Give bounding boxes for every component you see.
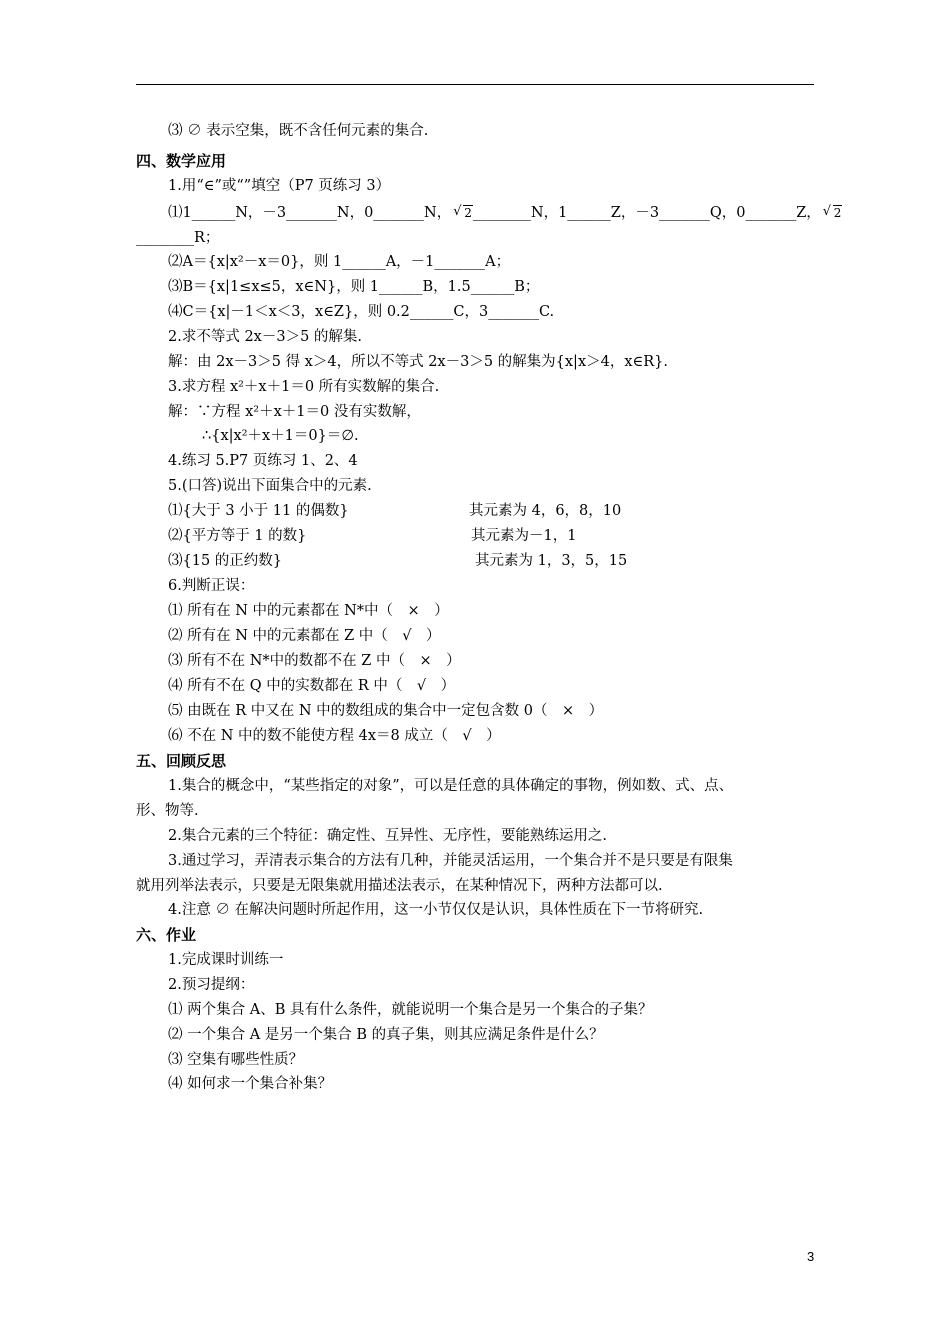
review-3b: 就用列举法表示，只要是无限集就用描述法表示，在某种情况下，两种方法都可以.: [136, 878, 663, 894]
sqrt2-radicand-2: 2: [833, 206, 842, 220]
q2-title: 2.求不等式 2x－3＞5 的解集.: [168, 329, 363, 345]
empty-set-definition: ⑶ ∅ 表示空集，既不含任何元素的集合.: [168, 123, 429, 139]
q1-part1-c: ________R；: [136, 230, 220, 246]
q6-item-3: ⑶ 所有不在 N*中的数都不在 Z 中（ × ）: [168, 653, 461, 669]
q1-part3: ⑶B＝{x|1≤x≤5，x∈N}，则 1______B，1.5______B；: [168, 279, 540, 295]
homework-2-item-1: ⑴ 两个集合 A、B 具有什么条件，就能说明一个集合是另一个集合的子集？: [168, 1002, 653, 1018]
q3-title: 3.求方程 x²＋x＋1＝0 所有实数解的集合.: [168, 379, 440, 395]
review-1a: 1.集合的概念中，“某些指定的对象”，可以是任意的具体确定的事物，例如数、式、点、: [168, 778, 734, 794]
sqrt2-symbol-2: [823, 203, 843, 223]
homework-2-item-2: ⑵ 一个集合 A 是另一个集合 B 的真子集，则其应满足条件是什么？: [168, 1027, 604, 1043]
q2-solution: 解：由 2x－3＞5 得 x＞4，所以不等式 2x－3＞5 的解集为{x|x＞4，x∈R}.: [168, 354, 669, 370]
q1-part1-line: [168, 203, 842, 223]
review-3a: 3.通过学习，弄清表示集合的方法有几种，并能灵活运用，一个集合并不是只要是有限集: [168, 853, 733, 869]
q4-practice: 4.练习 5.P7 页练习 1、2、4: [168, 453, 358, 469]
q6-item-2: ⑵ 所有在 N 中的元素都在 Z 中（ √ ）: [168, 628, 441, 644]
section-5-heading: 五、回顾反思: [136, 752, 227, 770]
homework-2-item-3: ⑶ 空集有哪些性质？: [168, 1052, 304, 1068]
q6-title: 6.判断正误：: [168, 578, 255, 594]
homework-2-item-4: ⑷ 如何求一个集合补集？: [168, 1076, 333, 1092]
homework-1: 1.完成课时训练一: [168, 952, 284, 968]
review-2: 2.集合元素的三个特征：确定性、互异性、无序性，要能熟练运用之.: [168, 828, 607, 844]
q1-title: 1.用“∈”或“”填空（P7 页练习 3）: [168, 178, 391, 194]
q5-item-2: ⑵{平方等于 1 的数}: [168, 528, 307, 544]
sqrt2-symbol: [453, 203, 473, 223]
q1-part2: ⑵A＝{x|x²－x＝0}，则 1______A，－1_______A；: [168, 254, 511, 270]
q5-answer-3: 其元素为 1，3，5，15: [475, 553, 628, 569]
q5-answer-2: 其元素为－1，1: [471, 528, 577, 544]
q5-item-3: ⑶{15 的正约数}: [168, 553, 283, 569]
q1-part4: ⑷C＝{x|－1＜x＜3，x∈Z}，则 0.2______C，3_______C.: [168, 304, 555, 320]
homework-2: 2.预习提纲：: [168, 977, 255, 993]
q3-solution-2: ∴{x|x²＋x＋1＝0}＝∅.: [202, 428, 359, 444]
review-4: 4.注意 ∅ 在解决问题时所起作用，这一小节仅仅是认识，具体性质在下一节将研究.: [168, 902, 704, 918]
q1-part1-a: ⑴1______N，－3_______N，0_______N，: [168, 205, 452, 221]
q5-title: 5.(口答)说出下面集合中的元素.: [168, 478, 372, 494]
q6-item-6: ⑹ 不在 N 中的数不能使方程 4x＝8 成立（ √ ）: [168, 728, 501, 744]
section-6-heading: 六、作业: [136, 926, 197, 944]
q6-item-5: ⑸ 由既在 R 中又在 N 中的数组成的集合中一定包含数 0（ × ）: [168, 703, 604, 719]
section-4-heading: 四、数学应用: [136, 152, 227, 170]
q6-item-1: ⑴ 所有在 N 中的元素都在 N*中（ × ）: [168, 603, 449, 619]
q6-item-4: ⑷ 所有不在 Q 中的实数都在 R 中（ √ ）: [168, 678, 456, 694]
page-number: 3: [807, 1249, 815, 1264]
q5-answer-1: 其元素为 4，6，8，10: [469, 503, 622, 519]
q3-solution-1: 解：∵方程 x²＋x＋1＝0 没有实数解，: [168, 404, 421, 420]
header-rule: [136, 84, 814, 85]
q1-part1-b: ________N，1______Z，－3_______Q，0_______Z，: [472, 205, 821, 221]
review-1b: 形、物等.: [136, 803, 199, 819]
sqrt2-radicand: 2: [464, 206, 472, 220]
q5-item-1: ⑴{大于 3 小于 11 的偶数}: [168, 503, 349, 519]
